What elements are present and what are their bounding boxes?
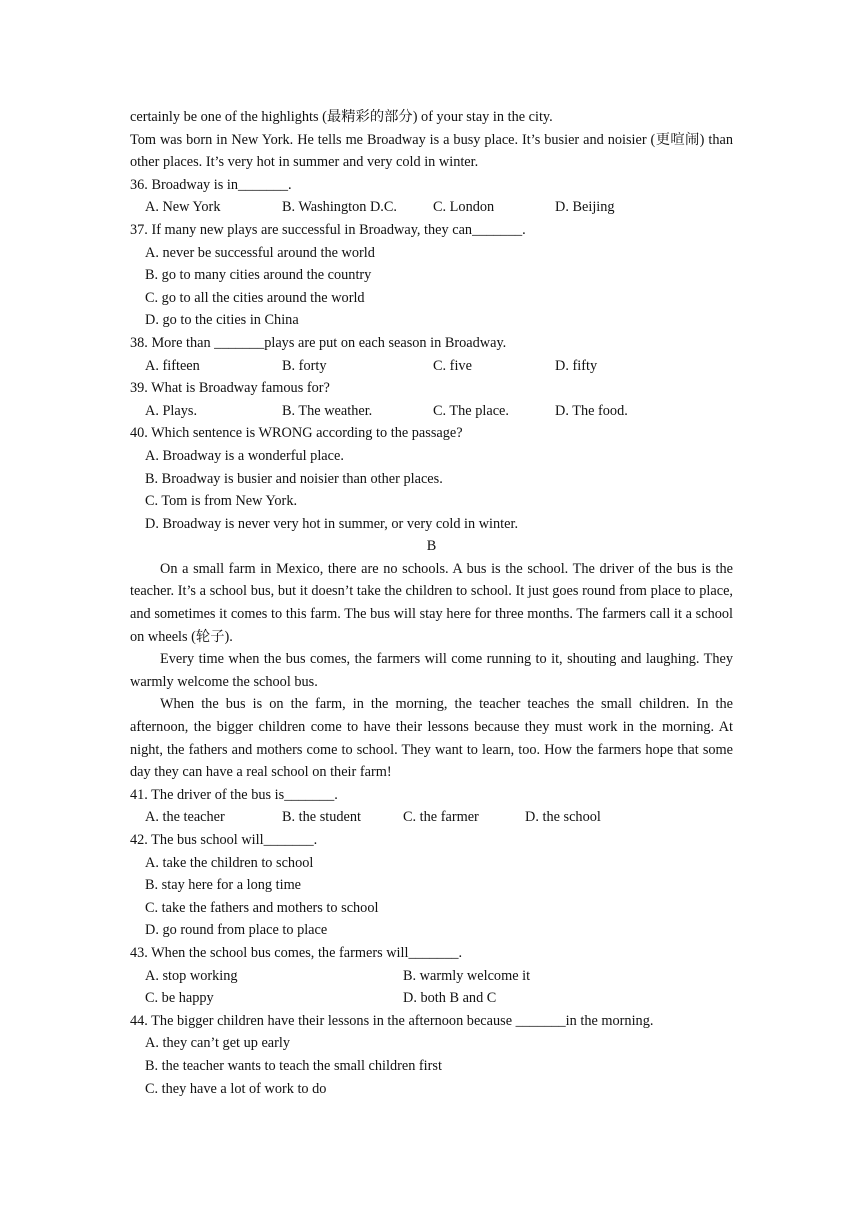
option-d: D. Beijing <box>555 199 615 216</box>
question-39-stem: 39. What is Broadway famous for? <box>130 380 330 397</box>
question-36-stem: 36. Broadway is in_______. <box>130 176 292 193</box>
option-c: C. take the fathers and mothers to school <box>145 899 379 916</box>
question-41-options <box>130 806 733 829</box>
question-43-options-cd <box>130 987 733 1010</box>
intro-line: certainly be one of the highlights (最精彩的部分) of your stay in the city. <box>130 109 553 125</box>
passage-paragraph-2: Every time when the bus comes, the farmers will come running to it, shouting and laughing. They warmly welcome the school bus. <box>130 651 733 690</box>
option-a: A. the teacher <box>145 809 225 826</box>
option-d: D. the school <box>525 809 601 826</box>
question-41-stem: 41. The driver of the bus is_______. <box>130 786 338 803</box>
option-d: D. fifty <box>555 357 598 374</box>
option-c: C. five <box>433 357 472 374</box>
option-c: C. The place. <box>433 402 509 419</box>
option-c: C. they have a lot of work to do <box>145 1080 327 1097</box>
question-43-options-ab <box>130 965 733 988</box>
question-39-options <box>130 400 733 423</box>
intro-paragraph: Tom was born in New York. He tells me Broadway is a busy place. It’s busier and noisier (更喧闹) than other places. It’s very hot in summer and very cold in winter. <box>130 131 733 171</box>
option-d: D. go round from place to place <box>145 922 328 939</box>
question-38-options <box>130 355 733 378</box>
option-b: B. Broadway is busier and noisier than other places. <box>145 470 443 487</box>
section-b-heading: B <box>426 538 437 555</box>
option-b: B. go to many cities around the country <box>145 267 372 284</box>
question-37-stem: 37. If many new plays are successful in Broadway, they can_______. <box>130 221 526 238</box>
question-36-options <box>130 196 733 219</box>
option-a: A. they can’t get up early <box>145 1035 291 1052</box>
question-38-stem: 38. More than _______plays are put on each season in Broadway. <box>130 334 507 351</box>
exam-page <box>130 106 733 1100</box>
option-a: A. Plays. <box>145 402 198 419</box>
option-a: A. Broadway is a wonderful place. <box>145 447 344 464</box>
option-d: D. Broadway is never very hot in summer, or very cold in winter. <box>145 515 519 532</box>
option-b: B. Washington D.C. <box>282 199 397 216</box>
question-40-stem: 40. Which sentence is WRONG according to the passage? <box>130 425 463 442</box>
option-a: A. take the children to school <box>145 854 314 871</box>
option-d: D. go to the cities in China <box>145 312 299 329</box>
option-b: B. warmly welcome it <box>403 967 531 984</box>
option-c: C. London <box>433 199 495 216</box>
option-b: B. The weather. <box>282 402 373 419</box>
option-a: A. stop working <box>145 967 238 984</box>
option-a: A. New York <box>145 199 221 216</box>
option-b: B. the student <box>282 809 362 826</box>
option-c: C. the farmer <box>403 809 479 826</box>
question-44-stem: 44. The bigger children have their lessons in the afternoon because _______in the morning. <box>130 1012 654 1029</box>
option-b: B. the teacher wants to teach the small children first <box>145 1057 442 1074</box>
option-a: A. fifteen <box>145 357 200 374</box>
option-b: B. forty <box>282 357 327 374</box>
question-43-stem: 43. When the school bus comes, the farmers will_______. <box>130 944 463 961</box>
passage-paragraph-1: On a small farm in Mexico, there are no schools. A bus is the school. The driver of the bus is the teacher. It’s a school bus, but it doesn’t take the children to school. It just goes round from place to place, and sometimes it comes to this farm. The bus will stay here for three months. The farmers call it a school on wheels (轮子). <box>130 560 733 645</box>
option-c: C. be happy <box>145 990 214 1007</box>
option-b: B. stay here for a long time <box>145 877 302 894</box>
option-d: D. The food. <box>555 402 628 419</box>
option-d: D. both B and C <box>403 990 497 1007</box>
option-c: C. go to all the cities around the world <box>145 289 365 306</box>
question-42-stem: 42. The bus school will_______. <box>130 832 318 848</box>
option-c: C. Tom is from New York. <box>145 493 298 510</box>
option-a: A. never be successful around the world <box>145 244 375 261</box>
passage-paragraph-3: When the bus is on the farm, in the morning, the teacher teaches the small children. In the afternoon, the bigger children come to have their lessons because they must work in the morning. At night, the fathers and mothers come to school. They want to learn, too. How the farmers hope that some day they can have a real school on their farm! <box>130 696 733 781</box>
